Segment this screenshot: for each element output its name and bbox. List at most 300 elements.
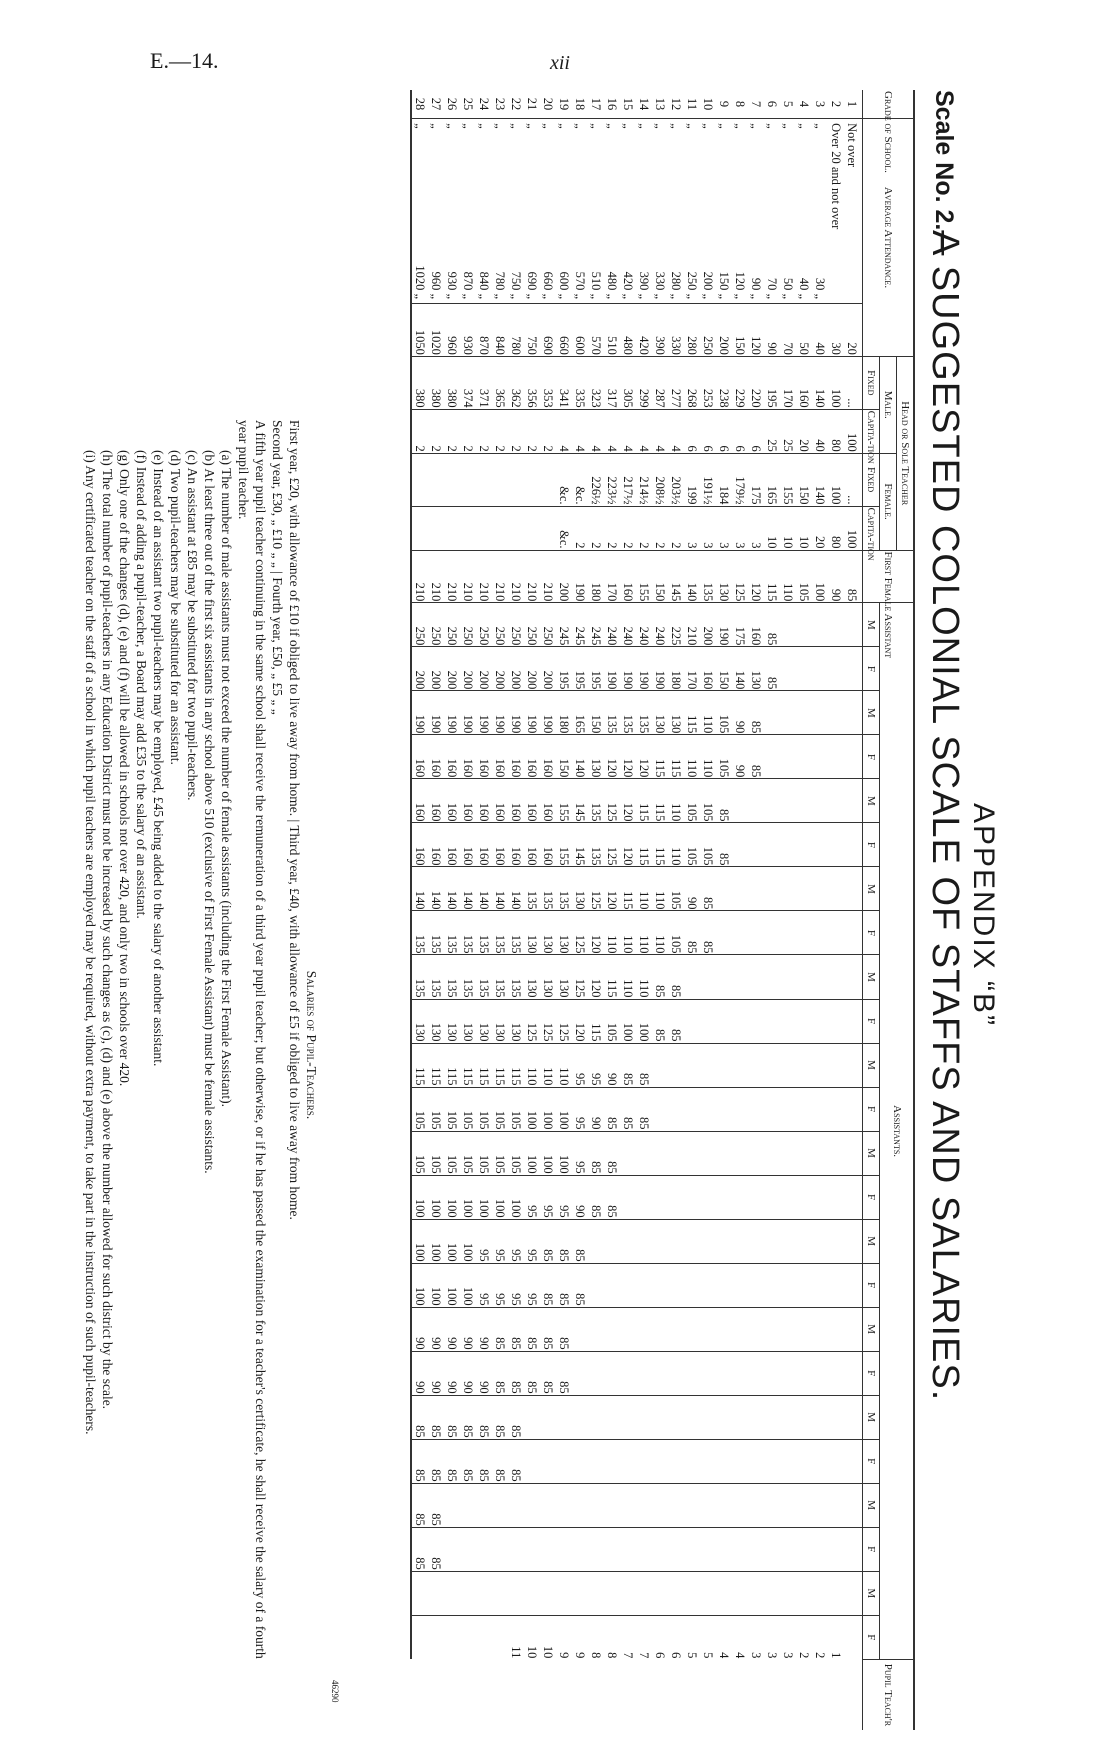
table-cell: 200 [476, 647, 492, 691]
table-cell: 105 [492, 1131, 508, 1175]
table-cell: 40 [812, 304, 828, 357]
table-cell: 160 [620, 550, 636, 603]
table-cell [556, 1527, 572, 1571]
table-cell [508, 1527, 524, 1571]
table-cell: 85 [748, 691, 764, 735]
table-cell [732, 1175, 748, 1219]
table-cell: 85 [524, 1307, 540, 1351]
table-cell: 135 [588, 779, 604, 823]
table-cell: 100 [828, 453, 844, 506]
table-cell [620, 1219, 636, 1263]
table-cell: 85 [428, 1439, 444, 1483]
table-cell [411, 453, 428, 506]
header-male-capitation: Capita-tion [863, 409, 880, 453]
table-cell: 8 [604, 1615, 620, 1659]
table-cell [604, 1439, 620, 1483]
table-cell: 870 „ [461, 271, 476, 299]
table-cell [732, 1219, 748, 1263]
table-cell: 110 [524, 1043, 540, 1087]
table-cell: 2 [668, 506, 684, 550]
table-cell: 125 [556, 999, 572, 1043]
table-cell: 130 [444, 999, 460, 1043]
table-cell: 140 [428, 867, 444, 911]
table-cell [411, 506, 428, 550]
table-cell: 85 [620, 1087, 636, 1131]
table-cell [636, 1263, 652, 1307]
table-cell: 85 [444, 1395, 460, 1439]
table-cell [828, 1219, 844, 1263]
table-cell: 110 [668, 823, 684, 867]
table-cell: 3 [716, 506, 732, 550]
table-cell [684, 1439, 700, 1483]
table-cell [700, 1131, 716, 1175]
header-female-fixed: Fixed [863, 453, 880, 506]
table-cell [844, 1131, 863, 1175]
table-cell [700, 1439, 716, 1483]
table-cell [844, 1615, 863, 1659]
table-cell [844, 691, 863, 735]
table-cell: 245 [572, 603, 588, 647]
table-cell [604, 1571, 620, 1615]
table-cell [748, 955, 764, 999]
table-cell [764, 999, 780, 1043]
table-cell: 85 [411, 1439, 428, 1483]
table-cell [844, 1483, 863, 1527]
header-m: M [863, 955, 880, 999]
table-cell: 6 [668, 1615, 684, 1659]
table-cell [444, 1571, 460, 1615]
table-cell [732, 1439, 748, 1483]
table-cell: 85 [588, 1131, 604, 1175]
table-cell [716, 955, 732, 999]
table-cell: 9 [717, 100, 732, 108]
table-cell: 135 [428, 911, 444, 955]
table-cell: 160 [428, 735, 444, 779]
table-cell: 180 [588, 550, 604, 603]
table-cell: 10 [764, 506, 780, 550]
table-cell: 85 [492, 1307, 508, 1351]
table-cell: 115 [588, 999, 604, 1043]
table-cell [748, 1351, 764, 1395]
table-cell [716, 1043, 732, 1087]
table-cell: 287 [652, 356, 668, 409]
table-cell: 110 [780, 550, 796, 603]
table-cell: 165 [572, 691, 588, 735]
table-cell: 600 „ [557, 271, 572, 299]
table-cell [556, 1439, 572, 1483]
table-cell: 115 [604, 955, 620, 999]
table-cell: 160 [411, 823, 428, 867]
table-cell [812, 779, 828, 823]
table-cell: 160 [492, 823, 508, 867]
table-cell: 115 [460, 1043, 476, 1087]
table-cell: &c. [556, 453, 572, 506]
table-cell: 115 [620, 867, 636, 911]
header-m: M [863, 1483, 880, 1527]
document-number: 46290 [330, 1680, 340, 1703]
table-cell [476, 1527, 492, 1571]
table-cell: 160 [492, 735, 508, 779]
table-cell: 105 [428, 1131, 444, 1175]
table-cell: 110 [636, 911, 652, 955]
table-cell [780, 1351, 796, 1395]
table-cell [668, 1087, 684, 1131]
table-cell: 690 [540, 304, 556, 357]
table-cell: ... [844, 453, 863, 506]
table-cell: 110 [620, 955, 636, 999]
table-cell: 200 [556, 550, 572, 603]
table-cell: 90 [572, 1175, 588, 1219]
table-cell [748, 1219, 764, 1263]
table-cell [700, 1175, 716, 1219]
table-cell [844, 1175, 863, 1219]
table-cell: 210 [460, 550, 476, 603]
table-cell: 85 [492, 1395, 508, 1439]
table-row [572, 90, 588, 1730]
table-cell: 120 [572, 999, 588, 1043]
table-cell: 120 [620, 823, 636, 867]
table-cell [428, 506, 444, 550]
table-cell [780, 1307, 796, 1351]
table-cell: 362 [508, 356, 524, 409]
table-cell [812, 1087, 828, 1131]
table-cell [732, 1087, 748, 1131]
table-cell: 110 [636, 955, 652, 999]
table-cell: 341 [556, 356, 572, 409]
table-cell [796, 1087, 812, 1131]
table-cell: 190 [428, 691, 444, 735]
table-cell: 210 [492, 550, 508, 603]
table-cell: 7 [749, 100, 764, 108]
table-cell [828, 779, 844, 823]
table-cell: 2 [812, 1615, 828, 1659]
table-cell: 135 [700, 550, 716, 603]
table-cell [844, 1351, 863, 1395]
note-line: Second year, £30, „ £10 „ „ | Fourth year, £50, „ £5 „ „ [270, 420, 285, 715]
table-cell: 200 [428, 647, 444, 691]
table-cell: 160 [460, 779, 476, 823]
table-cell: 160 [540, 779, 556, 823]
table-cell: 105 [411, 1087, 428, 1131]
table-cell: 210 [524, 550, 540, 603]
table-cell [684, 1087, 700, 1131]
table-cell [780, 691, 796, 735]
table-cell: „ [796, 119, 812, 240]
table-cell: 6 [684, 409, 700, 453]
header-m: M [863, 1307, 880, 1351]
table-cell [716, 911, 732, 955]
table-cell: 130 [716, 550, 732, 603]
table-cell: 200 [700, 603, 716, 647]
table-cell: 2 [796, 1615, 812, 1659]
table-cell [684, 1571, 700, 1615]
table-cell [444, 453, 460, 506]
table-cell: 9 [556, 1615, 572, 1659]
table-cell: 210 [540, 550, 556, 603]
table-cell: „ [476, 119, 492, 240]
table-cell [700, 955, 716, 999]
table-cell [700, 999, 716, 1043]
table-cell: 85 [700, 867, 716, 911]
table-cell [460, 506, 476, 550]
table-cell: 120 [604, 735, 620, 779]
table-cell [636, 1351, 652, 1395]
table-cell: 95 [540, 1175, 556, 1219]
table-cell [764, 1351, 780, 1395]
table-cell: 223½ [604, 453, 620, 506]
table-cell: 140 [732, 647, 748, 691]
table-cell [652, 1439, 668, 1483]
table-cell: 110 [668, 779, 684, 823]
table-cell [636, 1439, 652, 1483]
table-cell: 120 [588, 911, 604, 955]
table-cell: 85 [636, 1087, 652, 1131]
table-cell [748, 911, 764, 955]
table-cell [844, 911, 863, 955]
table-row [428, 90, 444, 1730]
table-cell [780, 1263, 796, 1307]
table-cell [492, 1483, 508, 1527]
table-cell: 870 [476, 304, 492, 357]
table-cell [540, 1439, 556, 1483]
table-cell [652, 1087, 668, 1131]
table-cell: 85 [411, 1483, 428, 1527]
table-cell [524, 1439, 540, 1483]
table-cell: 6 [700, 409, 716, 453]
table-cell: 100 [460, 1219, 476, 1263]
table-cell [764, 1439, 780, 1483]
table-cell: 135 [588, 823, 604, 867]
table-cell: 250 [540, 603, 556, 647]
table-row [620, 90, 636, 1730]
table-cell [828, 1439, 844, 1483]
table-cell: 130 [540, 955, 556, 999]
table-cell: 110 [700, 691, 716, 735]
table-cell [812, 1571, 828, 1615]
table-cell [844, 735, 863, 779]
table-cell: 2 [428, 409, 444, 453]
table-cell: 85 [764, 603, 780, 647]
table-cell [668, 1527, 684, 1571]
table-cell: &c. [572, 453, 588, 506]
table-cell [716, 1087, 732, 1131]
table-cell: „ [556, 119, 572, 240]
table-cell: 2 [652, 506, 668, 550]
table-cell [780, 955, 796, 999]
table-cell [444, 1527, 460, 1571]
table-cell [572, 1527, 588, 1571]
table-cell: 240 [604, 603, 620, 647]
table-cell: 380 [444, 356, 460, 409]
table-cell [684, 1395, 700, 1439]
table-cell: 130 [748, 647, 764, 691]
table-cell: 105 [716, 735, 732, 779]
table-cell [828, 999, 844, 1043]
table-cell: 95 [572, 1087, 588, 1131]
table-cell [828, 1527, 844, 1571]
table-cell: 90 [732, 691, 748, 735]
table-cell: 90 [828, 550, 844, 603]
table-cell [748, 1395, 764, 1439]
table-cell: 85 [668, 999, 684, 1043]
table-cell: 105 [492, 1087, 508, 1131]
table-cell: 105 [411, 1131, 428, 1175]
table-cell [828, 647, 844, 691]
table-cell: 190 [540, 691, 556, 735]
table-cell: 100 [556, 1087, 572, 1131]
table-cell: 250 [460, 603, 476, 647]
table-cell [604, 1219, 620, 1263]
table-row [812, 90, 828, 1730]
table-cell [812, 691, 828, 735]
table-cell [812, 603, 828, 647]
table-cell: 190 [636, 647, 652, 691]
table-cell [844, 1263, 863, 1307]
table-cell [748, 1527, 764, 1571]
table-cell [748, 1043, 764, 1087]
table-cell: 135 [476, 911, 492, 955]
table-cell: 125 [572, 911, 588, 955]
table-cell: 25 [780, 409, 796, 453]
table-cell: 105 [604, 999, 620, 1043]
table-cell: 145 [572, 823, 588, 867]
table-cell: 105 [508, 1131, 524, 1175]
note-line: First year, £20, with allowance of £10 if obliged to live away from home. | Third year, £40, with allowance of £5 if obliged to live away from home. [287, 420, 302, 1220]
table-cell: 2 [829, 100, 844, 108]
table-cell: 105 [668, 911, 684, 955]
table-cell [636, 1395, 652, 1439]
table-cell [844, 867, 863, 911]
table-cell: 2 [588, 506, 604, 550]
table-cell: 9 [572, 1615, 588, 1659]
header-f: F [863, 1351, 880, 1395]
table-cell: 85 [556, 1351, 572, 1395]
table-cell [828, 1131, 844, 1175]
table-cell: „ [540, 119, 556, 240]
table-cell: 190 [620, 647, 636, 691]
table-cell: 3 [813, 100, 828, 108]
table-cell [812, 1395, 828, 1439]
table-cell: 353 [540, 356, 556, 409]
table-cell [828, 823, 844, 867]
table-cell [780, 647, 796, 691]
table-cell: 105 [428, 1087, 444, 1131]
table-cell: 85 [556, 1307, 572, 1351]
table-cell [764, 1527, 780, 1571]
table-cell: 155 [780, 453, 796, 506]
table-cell: 150 [732, 304, 748, 357]
table-cell: 3 [748, 506, 764, 550]
table-cell [668, 1175, 684, 1219]
table-cell: 510 [604, 304, 620, 357]
table-cell: „ [572, 119, 588, 240]
table-cell [844, 1307, 863, 1351]
table-cell [684, 1175, 700, 1219]
table-cell [716, 1131, 732, 1175]
table-cell [620, 1483, 636, 1527]
table-cell: 2 [572, 506, 588, 550]
header-m: M [863, 867, 880, 911]
table-cell: 14 [637, 97, 652, 111]
table-cell: 175 [748, 453, 764, 506]
table-cell: 100 [460, 1263, 476, 1307]
table-cell [780, 779, 796, 823]
table-cell: 100 [524, 1087, 540, 1131]
table-cell: 165 [764, 453, 780, 506]
table-cell: 115 [636, 779, 652, 823]
table-cell: 2 [636, 506, 652, 550]
table-cell: 85 [411, 1395, 428, 1439]
table-cell: 160 [460, 823, 476, 867]
table-cell: 90 [428, 1307, 444, 1351]
table-cell [796, 911, 812, 955]
table-cell: 95 [508, 1263, 524, 1307]
table-cell: 200 [540, 647, 556, 691]
table-cell [748, 1483, 764, 1527]
table-cell [652, 1351, 668, 1395]
table-cell: 20 [844, 304, 863, 357]
table-cell: 253 [700, 356, 716, 409]
table-cell [828, 1483, 844, 1527]
table-cell: 2 [524, 409, 540, 453]
table-cell: 40 [812, 409, 828, 453]
table-cell [572, 1395, 588, 1439]
table-cell: 10 [540, 1615, 556, 1659]
table-cell [780, 1395, 796, 1439]
table-cell: 200 [492, 647, 508, 691]
table-cell: 22 [509, 97, 524, 111]
table-cell [796, 647, 812, 691]
table-cell: 85 [556, 1263, 572, 1307]
table-cell: 85 [540, 1263, 556, 1307]
table-cell: 217½ [620, 453, 636, 506]
table-cell: 90 [460, 1307, 476, 1351]
table-cell: 130 [411, 999, 428, 1043]
table-cell: 135 [444, 955, 460, 999]
table-cell: 80 [828, 506, 844, 550]
table-cell: 90 [604, 1043, 620, 1087]
table-cell: 125 [604, 823, 620, 867]
table-cell: 5 [781, 100, 796, 108]
page-number: xii [550, 52, 570, 74]
table-cell: 85 [444, 1439, 460, 1483]
table-cell: „ [524, 119, 540, 240]
table-cell: 100 [460, 1175, 476, 1219]
table-cell: 140 [476, 867, 492, 911]
table-cell: 85 [508, 1439, 524, 1483]
table-cell [764, 1087, 780, 1131]
table-cell [540, 1483, 556, 1527]
table-cell: 110 [540, 1043, 556, 1087]
table-cell: 100 [411, 1175, 428, 1219]
table-cell [796, 1483, 812, 1527]
table-cell [732, 1131, 748, 1175]
table-cell: 135 [460, 911, 476, 955]
table-cell: 11 [508, 1615, 524, 1659]
table-cell: 135 [428, 955, 444, 999]
table-cell: 10 [796, 506, 812, 550]
table-cell: 220 [748, 356, 764, 409]
table-cell: 1 [828, 1615, 844, 1659]
table-cell [476, 506, 492, 550]
table-cell: 240 [636, 603, 652, 647]
table-cell: 170 [780, 356, 796, 409]
table-cell: „ [732, 119, 748, 240]
table-cell [508, 1483, 524, 1527]
table-cell: 145 [668, 550, 684, 603]
table-cell: 140 [572, 735, 588, 779]
table-cell [764, 1395, 780, 1439]
